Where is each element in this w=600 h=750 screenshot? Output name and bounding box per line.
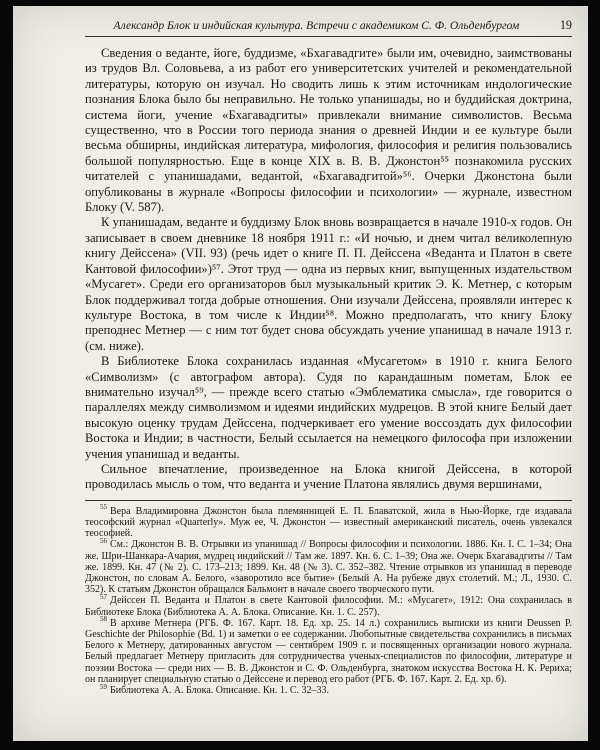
running-header [85, 18, 572, 37]
footnote-number: 55 [100, 503, 107, 512]
footnote-separator [85, 500, 572, 501]
footnote-number: 59 [100, 682, 107, 691]
footnote-number: 57 [100, 593, 107, 602]
paragraph: Сведения о веданте, йоге, буддизме, «Бхагавадгите» были им, очевидно, заимствованы из трудов Вл. Соловьева, а из работ его университетских учителей и рекомендательной литературы, которую он изучал. Но сводить лишь к этим источникам индологические познания Блока было бы неправильно. Не только упанишады, но и буддийская доктрина, система йоги, учение «Бхагавадгиты» привлекали внимание символистов. Весьма существенно, что в России того периода знания о древней Индии и ее культуре были весьма обширны, индийская литература, мифология, философия и религия пользовались большой популярностью. Еще в конце XIX в. В. В. Джонстон⁵⁵ познакомила русских читателей с упанишадами, ведантой, «Бхагавадгитой»⁵⁶. Очерки Джонстона были опубликованы в журнале «Вопросы философии и психологии» — журнале, известном Блоку (V. 587). [85, 46, 572, 215]
footnote [85, 682, 572, 697]
footnote-number: 58 [100, 615, 107, 624]
footnote [85, 595, 572, 617]
footnote-text: Дейссен П. Веданта и Платон в свете Кантовой философии. М.: «Мусагет», 1912: Она сохранилась в Библиотеке Блока (Библиотека А. А. Блока. Описание. Кн. 1. С. 257). [85, 595, 572, 618]
footnote [85, 539, 572, 595]
paragraph: Сильное впечатление, произведенное на Блока книгой Дейссена, в которой проводилась мысль о том, что веданта и учение Платона являлись двумя вершинами, [85, 461, 572, 492]
paragraph: К упанишадам, веданте и буддизму Блок вновь возвращается в начале 1910-х годов. Он записывает в своем дневнике 18 ноября 1911 г.: «И ночью, и днем читал великолепную книгу Дейссена» (VII. 93) (речь идет о книге П. П. Дейссена «Веданта и Платон в свете Кантовой философии»)⁵⁷. Этот труд — одна из первых книг, выпущенных издательством «Мусагет». Среди его организаторов был музыкальный критик Э. К. Метнер, с которым Блок поддерживал тогда добрые отношения. Они изучали Дейссена, проявляли интерес к культуре Востока, в том числе к Индии⁵⁸. Можно предполагать, что книгу Блоку преподнес Метнер — с ним тот будет снова обсуждать учение упанишад в начале 1913 г. (см. ниже). [85, 215, 572, 353]
running-header-title: Александр Блок и индийская культура. Встречи с академиком С. Ф. Ольденбургом [113, 19, 520, 32]
footnotes-section [85, 503, 572, 697]
footnote-text: Библиотека А. А. Блока. Описание. Кн. 1. С. 32–33. [110, 685, 330, 697]
book-page [13, 6, 588, 741]
paragraph: В Библиотеке Блока сохранилась изданная «Мусагетом» в 1910 г. книга Белого «Символизм» (с автографом автора). Судя по карандашным пометам, Блок ее внимательно изучал⁵⁹, — прежде всего статью «Эмблематика смысла», где говорится о параллелях между символизмом и идеями индийских мудрецов. В этой книге Белый дает высокую оценку трудам Дейссена, подчеркивает его умение воссоздать дух философии Востока и Индии; в частности, Белый ссылается на немецкого философа при изложении учения упанишад и веданты. [85, 354, 572, 461]
footnote-text: В архиве Метнера (РГБ. Ф. 167. Карт. 18. Ед. хр. 25. 14 л.) сохранились выписки из книги Deussen P. Geschichte der Philosophie (Bd. 1) и заметки о ее содержании. Любопытные свидетельства сохранились в письмах Белого к Метнеру, датированных августом — сентябрем 1909 г. и посвященных организации нового журнала. Белый предлагает Метнеру пригласить для сотрудничества ученых-специалистов по философии, литературе и поэзии Востока — среди них — В. В. Джонстон и С. Ф. Ольденбурга, знатоком искусства Востока Н. К. Рериха; он планирует специальную статью о Дейссене и перевод его работ (РГБ. Ф. 167. Карт. 2. Ед. хр. 6). [85, 617, 572, 685]
body-text [85, 46, 572, 493]
footnote-number: 56 [100, 537, 107, 546]
footnote-text: Вера Владимировна Джонстон была племянницей Е. П. Блаватской, жила в Нью-Йорке, где издавала теософский журнал «Quarterly». Муж ее, Ч. Джонстон — известный американский писатель, очень увлекался теософией. [85, 505, 572, 540]
footnote [85, 615, 572, 685]
page-number: 19 [559, 18, 572, 32]
footnote [85, 503, 572, 540]
footnote-text: См.: Джонстон В. В. Отрывки из упанишад // Вопросы философии и психологии. 1886. Кн. I. С. 1–34; Она же. Шри-Шанкара-Ачария, мудрец индийский // Там же. 1897. Кн. 6. С. 1–39; Она же. Очерк Бхагавадгиты // Там же. 1899. Кн. 47 (№ 2). С. 173–213; 1899. Кн. 48 (№ 3). С. 352–382. Чтение отрывков из упанишад в переводе Джонстон, по словам А. Белого, «заворотило все бытие» (Белый А. На рубеже двух столетий. М.; Л., 1930. С. 352). К статьям Джонстон обращался Бальмонт в начале своего творческого пути. [85, 539, 572, 596]
